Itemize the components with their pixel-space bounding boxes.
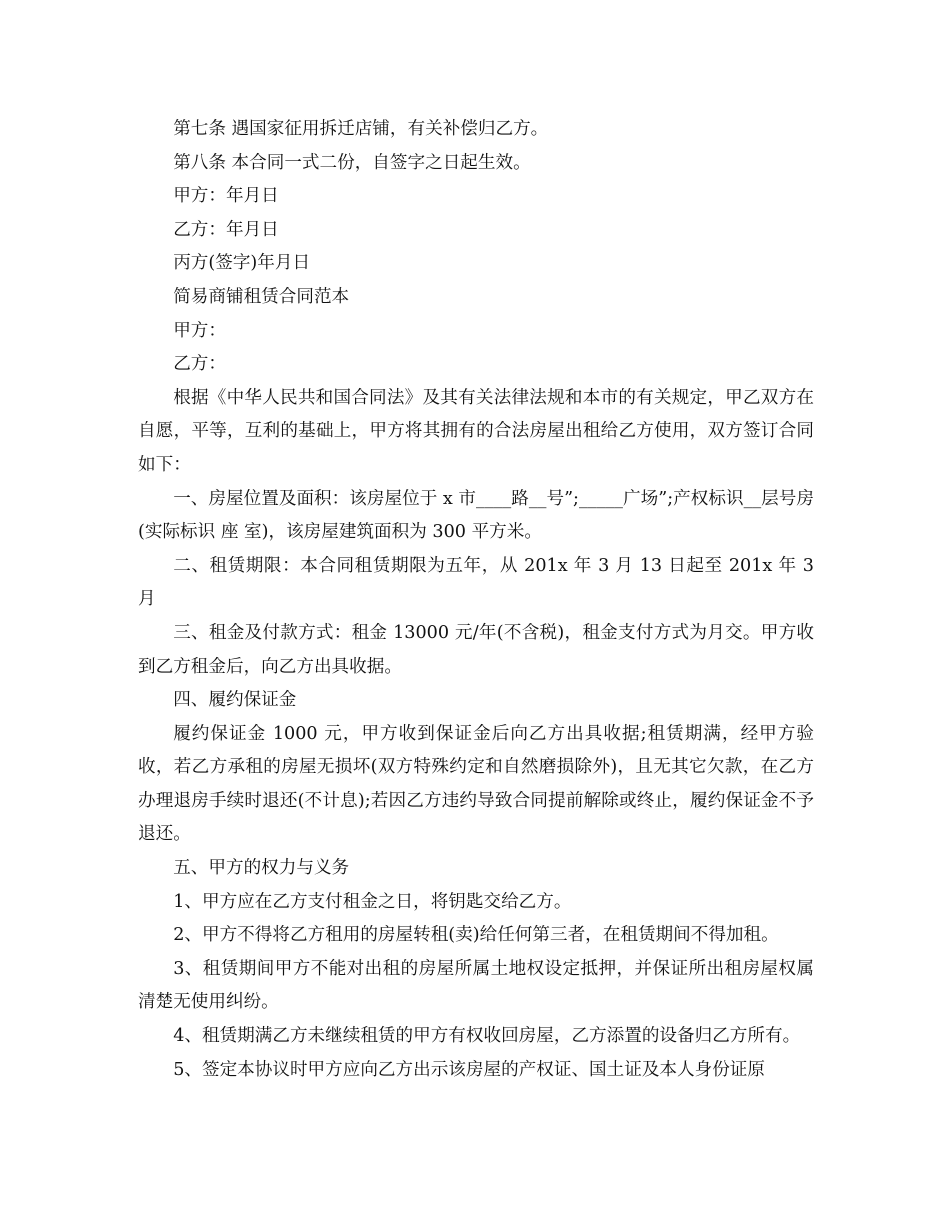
landlord-duty-5: 5、签定本协议时甲方应向乙方出示该房屋的产权证、国土证及本人身份证原 [173,1059,765,1080]
landlord-duty-2: 2、甲方不得将乙方租用的房屋转租(卖)给任何第三者，在租赁期间不得加租。 [173,925,779,946]
document-body [138,113,814,1087]
landlord-duty-3: 3、租赁期间甲方不能对出租的房屋所属土地权设定抵押，并保证所出租房屋权属清楚无使用纠纷。 [138,958,814,1013]
preamble: 根据《中华人民共和国合同法》及其有关法律法规和本市的有关规定，甲乙双方在自愿，平等，互利的基础上，甲方将其拥有的合法房屋出租给乙方使用，双方签订合同如下： [138,387,814,475]
clause-location: 一、房屋位置及面积：该房屋位于 x 市____路__号”;_____广场”;产权标识__层号房(实际标识 座 室)，该房屋建筑面积为 300 平方米。 [138,488,814,543]
clause-deposit: 履约保证金 1000 元，甲方收到保证金后向乙方出具收据;租赁期满，经甲方验收，若乙方承租的房屋无损坏(双方特殊约定和自然磨损除外)，且无其它欠款，在乙方办理退房手续时退还(不计息);若因乙方违约导致合同提前解除或终止，履约保证金不予退还。 [138,723,814,845]
clause-deposit-heading: 四、履约保证金 [173,690,297,711]
party-c-signature: 丙方(签字)年月日 [173,253,311,274]
party-a-date: 甲方：年月日 [173,186,279,207]
clause-rent: 三、租金及付款方式：租金 13000 元/年(不含税)，租金支付方式为月交。甲方收到乙方租金后，向乙方出具收据。 [138,622,814,677]
landlord-duty-1: 1、甲方应在乙方支付租金之日，将钥匙交给乙方。 [173,891,572,912]
party-a-label: 甲方： [173,320,226,341]
contract-title: 简易商铺租赁合同范本 [173,286,350,307]
clause-landlord-heading: 五、甲方的权力与义务 [173,858,350,879]
clause-term: 二、租赁期限：本合同租赁期限为五年，从 201x 年 3 月 13 日起至 201x 年 3 月 [138,555,814,610]
article-7: 第七条 遇国家征用拆迁店铺，有关补偿归乙方。 [173,119,549,139]
party-b-date: 乙方：年月日 [173,219,279,240]
landlord-duty-4: 4、租赁期满乙方未继续租赁的甲方有权收回房屋，乙方添置的设备归乙方所有。 [173,1026,801,1047]
party-b-label: 乙方： [173,354,226,375]
article-8: 第八条 本合同一式二份，自签字之日起生效。 [173,152,531,173]
